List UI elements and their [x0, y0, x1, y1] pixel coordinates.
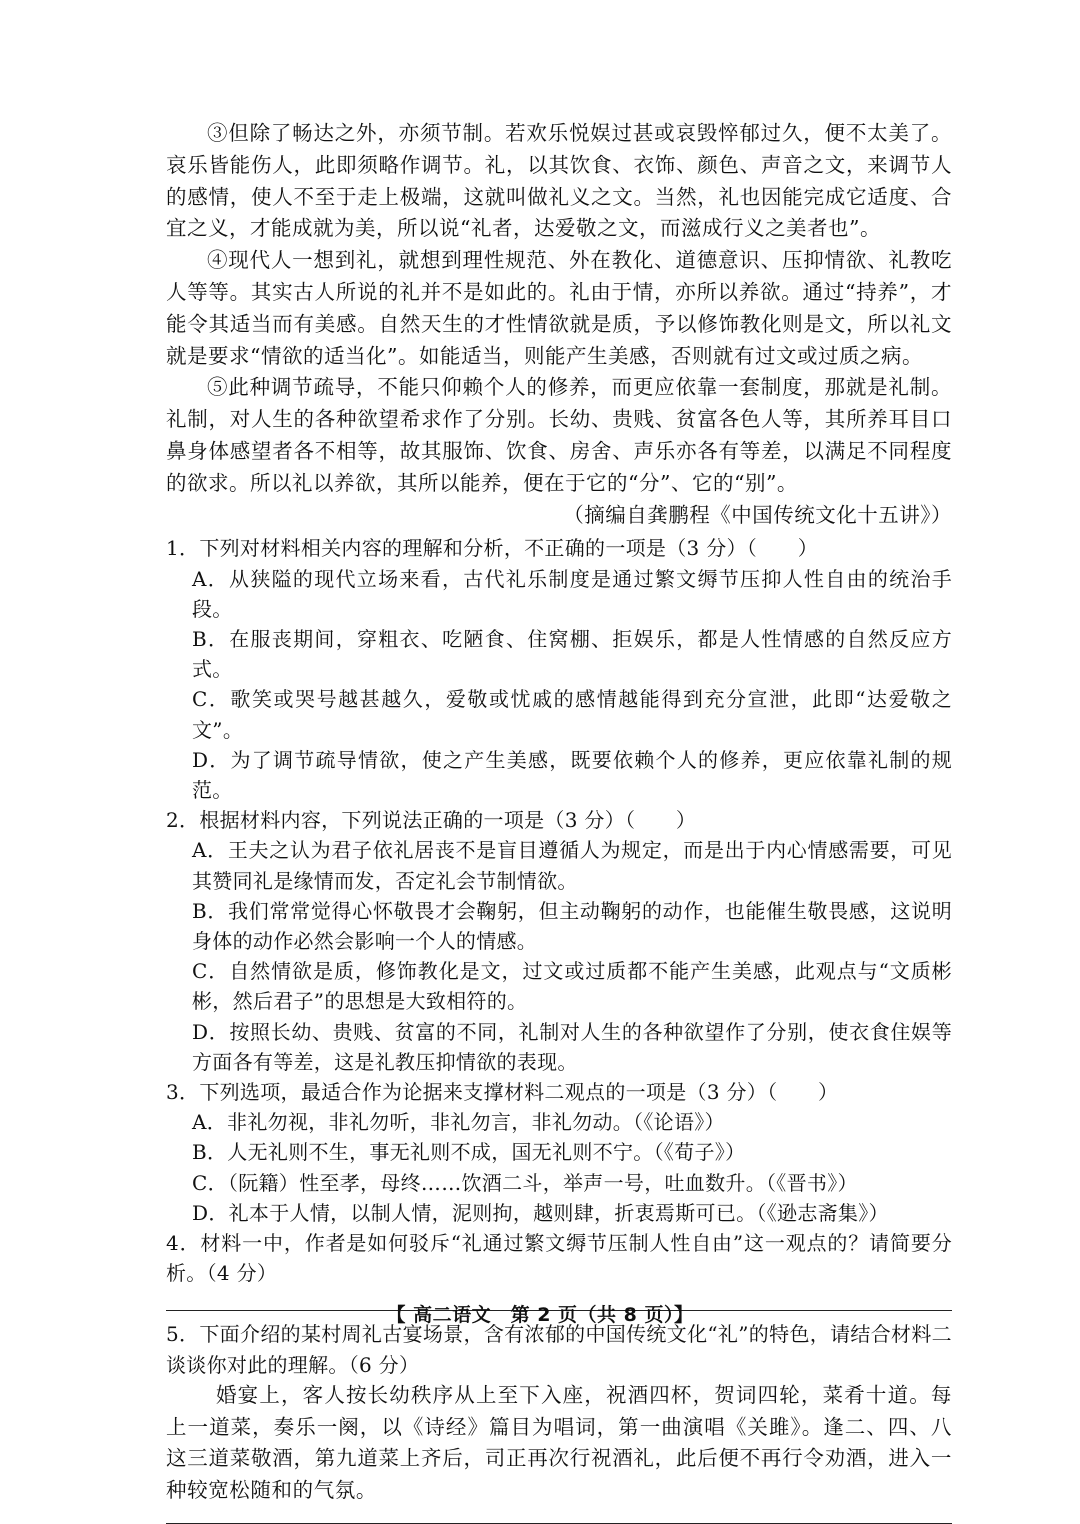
question-3-stem: 3．下列选项，最适合作为论据来支撑材料二观点的一项是（3 分）（ ）: [166, 1080, 839, 1105]
question-4: [166, 1228, 952, 1288]
passage-paragraph-4: ④现代人一想到礼，就想到理性规范、外在教化、道德意识、压抑情欲、礼教吃人等等。其实古人所说的礼并不是如此的。礼由于情，亦所以养欲。通过“持养”，才能令其适当而有美感。自然天生的才性情欲就是质，予以修饰教化则是文，所以礼文就是要求“情欲的适当化”。如能适当，则能产生美感，否则就有过文或过质之病。: [166, 248, 952, 368]
question-2-option-c: C．自然情欲是质，修饰教化是文，过文或过质都不能产生美感，此观点与“文质彬彬，然后君子”的思想是大致相符的。: [192, 959, 952, 1014]
question-2-option-d: D．按照长幼、贵贱、贫富的不同，礼制对人生的各种欲望作了分别，使衣食住娱等方面各有等差，这是礼教压抑情欲的表现。: [192, 1019, 952, 1074]
question-3-option-a: A．非礼勿视，非礼勿听，非礼勿言，非礼勿动。（《论语》）: [192, 1110, 725, 1135]
question-3-option-d: D．礼本于人情，以制人情，泥则拘，越则肆，折衷焉斯可已。（《逊志斋集》）: [192, 1200, 889, 1225]
question-2-stem: 2．根据材料内容，下列说法正确的一项是（3 分）（ ）: [166, 808, 697, 833]
question-5-material: 婚宴上，客人按长幼秩序从上至下入座，祝酒四杯，贺词四轮，菜肴十道。每上一道菜，奏乐一阕，以《诗经》篇目为唱词，第一曲演唱《关雎》。逢二、四、八这三道菜敬酒，第九道菜上齐后，司正再次行祝酒礼，此后便不再行令劝酒，进入一种较宽松随和的气氛。: [166, 1382, 952, 1503]
question-3: [166, 1077, 952, 1228]
page-footer: 【 高二语文 第 2 页（共 8 页）】: [386, 1304, 694, 1326]
question-3-option-b: B．人无礼则不生，事无礼则不成，国无礼则不宁。（《荀子》）: [192, 1140, 746, 1165]
question-2-option-b: B．我们常常觉得心怀敬畏才会鞠躬，但主动鞠躬的动作，也能催生敬畏感，这说明身体的动作必然会影响一个人的情感。: [192, 898, 952, 953]
passage-paragraph-3: ③但除了畅达之外，亦须节制。若欢乐悦娱过甚或哀毁悴郁过久，便不太美了。哀乐皆能伤人，此即须略作调节。礼，以其饮食、衣饰、颜色、声音之文，来调节人的感情，使人不至于走上极端，这就叫做礼义之文。当然，礼也因能完成它适度、合宜之义，才能成就为美，所以说“礼者，达爱敬之文，而滋成行义之美者也”。: [166, 121, 952, 241]
question-1-option-d: D．为了调节疏导情欲，使之产生美感，既要依赖个人的修养，更应依靠礼制的规范。: [192, 747, 952, 802]
question-1-option-a: A．从狭隘的现代立场来看，古代礼乐制度是通过繁文缛节压抑人性自由的统治手段。: [192, 566, 952, 621]
passage-paragraph-5: ⑤此种调节疏导，不能只仰赖个人的修养，而更应依靠一套制度，那就是礼制。礼制，对人生的各种欲望希求作了分别。长幼、贵贱、贫富各色人等，其所养耳目口鼻身体感望者各不相等，故其服饰、饮食、房舍、声乐亦各有等差，以满足不同程度的欲求。所以礼以养欲，其所以能养，便在于它的“分”、它的“别”。: [166, 375, 952, 495]
question-5: [166, 1319, 952, 1507]
question-1-option-b: B．在服丧期间，穿粗衣、吃陋食、住窝棚、拒娱乐，都是人性情感的自然反应方式。: [192, 626, 952, 682]
question-1: [166, 533, 952, 805]
question-5-stem: 5．下面介绍的某村周礼古宴场景，含有浓郁的中国传统文化“礼”的特色，请结合材料二谈谈你对此的理解。（6 分）: [166, 1322, 952, 1377]
question-2: [166, 805, 952, 1077]
question-2-option-a: A．王夫之认为君子依礼居丧不是盲目遵循人为规定，而是出于内心情感需要，可见其赞同礼是缘情而发，否定礼会节制情欲。: [192, 838, 952, 893]
question-1-option-c: C．歌笑或哭号越甚越久，爱敬或忧戚的感情越能得到充分宣泄，此即“达爱敬之文”。: [192, 687, 952, 742]
question-3-option-c: C．（阮籍）性至孝，母终……饮酒二斗，举声一号，吐血数升。（《晋书》）: [192, 1170, 858, 1195]
question-4-stem: 4．材料一中，作者是如何驳斥“礼通过繁文缛节压制人性自由”这一观点的？请简要分析。（4 分）: [166, 1231, 952, 1286]
question-1-stem: 1．下列对材料相关内容的理解和分析，不正确的一项是（3 分）（ ）: [166, 536, 819, 561]
passage-source: （摘编自龚鹏程《中国传统文化十五讲》）: [563, 502, 952, 527]
